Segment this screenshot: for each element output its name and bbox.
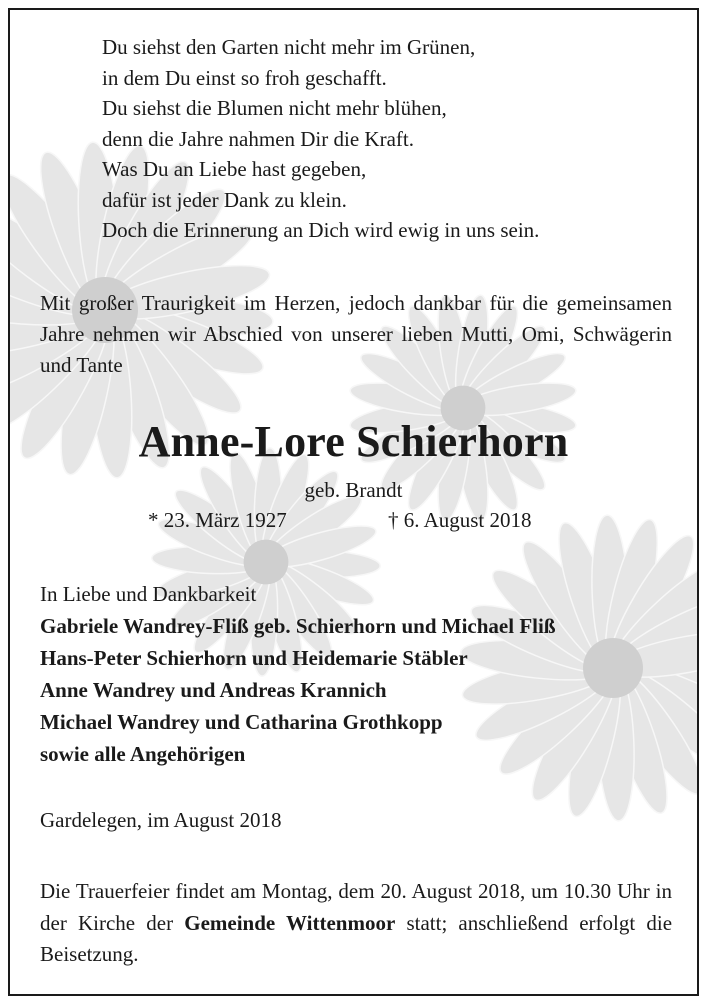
- obituary-notice: [8, 8, 699, 996]
- place-date: Gardelegen, im August 2018: [40, 808, 282, 832]
- poem-line: in dem Du einst so froh geschafft.: [102, 65, 387, 90]
- mourners-intro: In Liebe und Dankbarkeit: [40, 582, 257, 606]
- mourner-line: sowie alle Angehörigen: [40, 742, 246, 766]
- poem: [102, 32, 539, 246]
- mourner-line: Gabriele Wandrey-Fliß geb. Schierhorn und Michael Fliß: [40, 614, 556, 638]
- funeral-info: [40, 876, 672, 971]
- mourner-line: Michael Wandrey und Catharina Grothkopp: [40, 710, 443, 734]
- mourner-line: Anne Wandrey und Andreas Krannich: [40, 678, 387, 702]
- mourner-line: Hans-Peter Schierhorn und Heidemarie Stäbler: [40, 646, 468, 670]
- funeral-location: Gemeinde Wittenmoor: [184, 910, 396, 935]
- poem-line: Doch die Erinnerung an Dich wird ewig in uns sein.: [102, 218, 540, 242]
- poem-line: dafür ist jeder Dank zu klein.: [102, 187, 347, 212]
- funeral-text-before: Die Trauerfeier findet am Montag, dem 20. August 2018, um 10.30 Uhr in der Kirche der: [40, 879, 672, 935]
- birth-date: * 23. März 1927: [148, 508, 287, 532]
- funeral-text-after: statt; anschließend erfolgt die Beisetzung.: [40, 910, 673, 966]
- poem-line: Du siehst die Blumen nicht mehr blühen,: [102, 96, 447, 120]
- death-date: † 6. August 2018: [388, 508, 532, 532]
- farewell-intro: Mit großer Traurigkeit im Herzen, jedoch dankbar für die gemeinsamen Jahre nehmen wir Abschied von unserer lieben Mutti, Omi, Schwägerin und Tante: [40, 291, 672, 377]
- mourners-list: [40, 610, 556, 770]
- poem-line: Du siehst den Garten nicht mehr im Grünen,: [102, 35, 476, 59]
- deceased-name: Anne-Lore Schierhorn: [138, 417, 569, 466]
- birth-name: geb. Brandt: [304, 478, 403, 502]
- poem-line: denn die Jahre nahmen Dir die Kraft.: [102, 126, 414, 151]
- notice-content: [10, 10, 697, 994]
- poem-line: Was Du an Liebe hast gegeben,: [102, 157, 367, 181]
